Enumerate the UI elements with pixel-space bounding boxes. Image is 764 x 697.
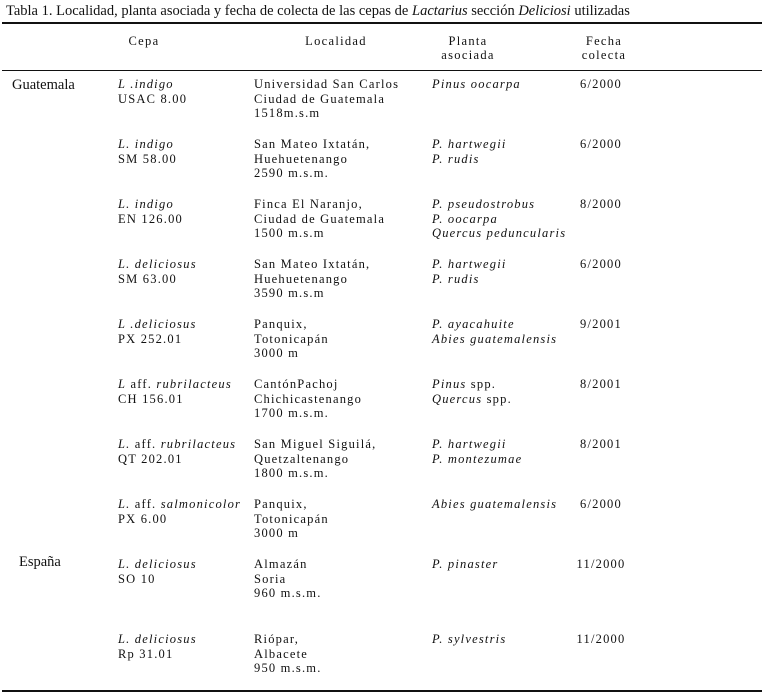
planta-line <box>432 377 512 392</box>
localidad-line: Panquix, <box>254 317 308 331</box>
planta-line: Abies guatemalensis <box>432 497 558 511</box>
cepa-cell <box>118 197 183 226</box>
localidad-line: 3000 m <box>254 526 300 541</box>
cepa-genus: L. <box>118 497 131 511</box>
cepa-aff: aff. <box>130 497 161 511</box>
planta-cell <box>432 317 557 346</box>
caption-middle: sección <box>467 3 519 19</box>
cepa-code: QT 202.01 <box>118 451 183 466</box>
header-rule <box>2 70 762 71</box>
planta-line: Abies guatemalensis <box>432 331 558 346</box>
localidad-line: 1800 m.s.m. <box>254 466 330 481</box>
cepa-cell <box>118 437 236 466</box>
header-planta: Planta asociada <box>441 34 495 62</box>
cepa-cell <box>118 632 197 661</box>
localidad-line: Huehuetenango <box>254 151 349 166</box>
localidad-cell <box>254 137 370 181</box>
caption-suffix: utilizadas <box>570 3 630 19</box>
cepa-species: L .deliciosus <box>118 317 197 331</box>
cepa-cell <box>118 557 197 586</box>
caption-section: Deliciosi <box>518 3 571 19</box>
localidad-cell <box>254 632 322 676</box>
localidad-line: Ciudad de Guatemala <box>254 211 386 226</box>
localidad-line: Soria <box>254 571 287 586</box>
localidad-line: Albacete <box>254 646 309 661</box>
localidad-line: 1500 m.s.m <box>254 226 325 241</box>
localidad-line: Almazán <box>254 557 308 571</box>
planta-line: P. montezumae <box>432 451 523 466</box>
planta-cell <box>432 557 498 572</box>
cepa-species <box>118 377 232 392</box>
cepa-species: L .indigo <box>118 77 174 91</box>
localidad-line: Totonicapán <box>254 331 329 346</box>
cepa-cell <box>118 257 197 286</box>
localidad-line: 3000 m <box>254 346 300 361</box>
cepa-epithet: salmonicolor <box>160 497 242 511</box>
cepa-cell <box>118 497 241 526</box>
localidad-cell <box>254 77 399 121</box>
localidad-line: Universidad San Carlos <box>254 77 400 91</box>
country-label-guatemala: Guatemala <box>12 77 75 93</box>
planta-line: P. sylvestris <box>432 632 507 646</box>
cepa-code: SM 63.00 <box>118 271 177 286</box>
planta-cell <box>432 197 566 241</box>
localidad-cell <box>254 377 362 421</box>
cepa-epithet: rubrilacteus <box>160 437 237 451</box>
cepa-code: EN 126.00 <box>118 211 183 226</box>
cepa-species: L. indigo <box>118 197 174 211</box>
localidad-line: 2590 m.s.m. <box>254 166 330 181</box>
planta-line: P. ayacahuite <box>432 317 515 331</box>
planta-cell <box>432 137 507 166</box>
fecha-cell: 8/2001 <box>580 437 622 451</box>
planta-line <box>432 392 512 407</box>
cepa-species <box>118 437 236 452</box>
planta-cell <box>432 377 512 406</box>
localidad-line: Ciudad de Guatemala <box>254 91 386 106</box>
fecha-cell: 6/2000 <box>580 77 622 91</box>
header-fecha: Fecha colecta <box>581 34 627 62</box>
cepa-cell <box>118 317 197 346</box>
cepa-genus: L <box>118 377 127 391</box>
localidad-cell <box>254 557 322 601</box>
cepa-aff: aff. <box>130 437 161 451</box>
planta-line: P. oocarpa <box>432 211 498 226</box>
localidad-cell <box>254 497 329 541</box>
header-cepa: Cepa <box>128 34 160 48</box>
planta-spp: spp. <box>482 391 512 406</box>
cepa-species: L. deliciosus <box>118 557 197 571</box>
localidad-line: Quetzaltenango <box>254 451 350 466</box>
planta-cell <box>432 77 521 92</box>
planta-line: P. hartwegii <box>432 257 507 271</box>
planta-cell <box>432 257 507 286</box>
cepa-code: PX 6.00 <box>118 511 168 526</box>
planta-cell <box>432 632 506 647</box>
localidad-line: San Miguel Siguilá, <box>254 437 377 451</box>
localidad-line: 1700 m.s.m. <box>254 406 330 421</box>
top-rule <box>2 22 762 24</box>
localidad-line: San Mateo Ixtatán, <box>254 137 371 151</box>
caption-genus: Lactarius <box>412 3 468 19</box>
cepa-species: L. deliciosus <box>118 632 197 646</box>
caption-prefix: Tabla 1. Localidad, planta asociada y fecha de colecta de las cepas de <box>6 3 412 19</box>
localidad-line: CantónPachoj <box>254 377 339 391</box>
cepa-code: SO 10 <box>118 571 156 586</box>
localidad-line: Totonicapán <box>254 511 329 526</box>
cepa-code: CH 156.01 <box>118 391 184 406</box>
fecha-cell: 6/2000 <box>580 497 622 511</box>
localidad-line: Riópar, <box>254 632 300 646</box>
fecha-cell: 6/2000 <box>580 257 622 271</box>
planta-line: Quercus peduncularis <box>432 226 567 241</box>
localidad-line: 950 m.s.m. <box>254 661 322 676</box>
fecha-cell: 8/2000 <box>580 197 622 211</box>
cepa-code: Rp 31.01 <box>118 646 174 661</box>
cepa-code: PX 252.01 <box>118 331 183 346</box>
localidad-line: Finca El Naranjo, <box>254 197 363 211</box>
localidad-cell <box>254 317 329 361</box>
planta-cell <box>432 437 522 466</box>
cepa-aff: aff. <box>126 377 157 391</box>
planta-spp: spp. <box>466 377 497 391</box>
planta-line: P. rudis <box>432 151 480 166</box>
localidad-line: 3590 m.s.m <box>254 286 325 301</box>
cepa-cell <box>118 377 232 406</box>
cepa-species: L. deliciosus <box>118 257 197 271</box>
cepa-species: L. indigo <box>118 137 174 151</box>
planta-line: P. hartwegii <box>432 137 507 151</box>
localidad-line: 1518m.s.m <box>254 106 321 121</box>
cepa-cell <box>118 77 187 106</box>
localidad-cell <box>254 257 370 301</box>
fecha-cell: 9/2001 <box>580 317 622 331</box>
planta-cell <box>432 497 557 512</box>
localidad-cell <box>254 197 385 241</box>
planta-line: Pinus oocarpa <box>432 77 521 91</box>
localidad-line: 960 m.s.m. <box>254 586 322 601</box>
localidad-line: San Mateo Ixtatán, <box>254 257 371 271</box>
planta-line: P. hartwegii <box>432 437 507 451</box>
cepa-epithet: rubrilacteus <box>156 377 232 391</box>
fecha-cell: 11/2000 <box>576 632 626 646</box>
cepa-code: SM 58.00 <box>118 151 177 166</box>
header-localidad: Localidad <box>305 34 367 48</box>
planta-line: P. pseudostrobus <box>432 197 536 211</box>
planta-line: P. rudis <box>432 271 480 286</box>
fecha-cell: 6/2000 <box>580 137 622 151</box>
localidad-cell <box>254 437 376 481</box>
cepa-species <box>118 497 241 512</box>
planta-line: P. pinaster <box>432 557 499 571</box>
planta-genus: Pinus <box>432 377 467 391</box>
localidad-line: Panquix, <box>254 497 308 511</box>
fecha-cell: 8/2001 <box>580 377 622 391</box>
localidad-line: Huehuetenango <box>254 271 349 286</box>
fecha-cell: 11/2000 <box>576 557 626 571</box>
bottom-rule <box>2 690 762 692</box>
cepa-genus: L. <box>118 437 131 451</box>
localidad-line: Chichicastenango <box>254 391 363 406</box>
table-caption <box>6 3 630 20</box>
planta-genus: Quercus <box>432 391 483 406</box>
country-label-espana: España <box>19 554 61 570</box>
cepa-cell <box>118 137 177 166</box>
cepa-code: USAC 8.00 <box>118 91 188 106</box>
